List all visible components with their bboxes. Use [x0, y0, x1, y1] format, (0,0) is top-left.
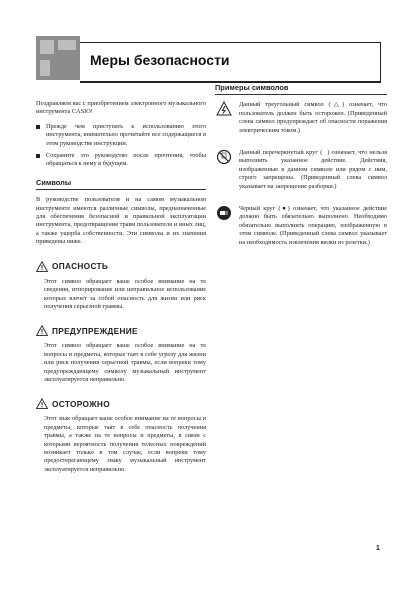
- symbol-example: [215, 101, 387, 135]
- page-title: Меры безопасности: [90, 52, 230, 68]
- symbol-example: [215, 149, 387, 191]
- symbols-text: В руководстве пользователя и на самом музыкальном инструменте имеются различные символы, предназначенные для обеспечения безопасной и правильной эксплуатации инструмента, предотвращения травм пользователя и иных лиц, а также ущерба собственности. Эти символы и их значения приведены ниже.: [36, 196, 206, 246]
- danger-text: Этот символ обращает ваше особое внимание на те сведения, игнорирование или неправильное использование которых влечет за собой опасность для жизни или риск получения серьезной травмы.: [44, 277, 206, 310]
- symbol-examples-heading: Примеры символов: [215, 84, 387, 95]
- bullet-text: Прежде чем приступать к использованию этого инструмента, внимательно прочитайте все содержащиеся в этом руководстве инструкции.: [46, 122, 206, 147]
- caution-heading: [36, 398, 206, 409]
- right-column: [215, 84, 387, 261]
- bullet-text: Сохраните это руководство после прочтения, чтобы обращаться к нему в будущем.: [46, 152, 206, 168]
- danger-heading: [36, 261, 206, 272]
- symbol-example: [215, 205, 387, 247]
- intro-bullets: [36, 123, 206, 169]
- black-circle-plug-icon: [215, 205, 233, 223]
- warning-label: ПРЕДУПРЕЖДЕНИЕ: [52, 325, 138, 336]
- danger-label: ОПАСНОСТЬ: [52, 260, 109, 271]
- caution-label: ОСТОРОЖНО: [52, 398, 110, 409]
- left-column: [36, 100, 206, 480]
- intro-text: Поздравляем вас с приобретением электронного музыкального инструмента CASIO!: [36, 100, 206, 116]
- bullet-icon: [36, 125, 40, 129]
- list-item: [36, 123, 206, 148]
- bullet-icon: [36, 154, 40, 158]
- warning-heading: [36, 325, 206, 336]
- warning-triangle-icon: [36, 398, 48, 409]
- symbol-example-text: Черный круг (●) означает, что указанное действие должно быть обязательно выполнено. Необходимо обязательно выполнить операцию, изображенную в этом символе. (Приведенный слева символ указывает на необходимость извлечения вилки из розетки.): [239, 205, 387, 246]
- header-decor-block: [36, 36, 80, 80]
- symbol-example-text: Данный треугольный символ (△) означает, что пользователь должен быть осторожен. (Приведенный слева символ предупреждает об опасности поражения электрическим током.): [239, 101, 387, 134]
- warning-text: Этот символ обращает ваше особое внимание на те вопросы и предметы, которые таят в себе угрозу для жизни или риск получения серьезной травмы, если вопреки тому предупреждающему символу музыкальный инструмент эксплуатируется неправильно.: [44, 342, 206, 383]
- prohibited-circle-icon: [215, 149, 233, 167]
- triangle-lightning-icon: [215, 101, 233, 119]
- symbol-example-text: Данный перечеркнутый круг (⃠) означает, что нельзя выполнять указанное действие. Действия, изображенные в данном символе или рядом с ним, строго запрещены. (Приведенный слева символ указывает на запрещение разборки.): [239, 149, 387, 190]
- caution-text: Этот знак обращает ваше особое внимание на те вопросы и предметы, которые таят в себе опасность получения травмы, а также на те вопросы и предметы, в связи с которыми вероятность получения телесных повреждений возникает только в том случае, если вопреки тому предостерегающему знаку музыкальный инструмент эксплуатируется неправильно.: [44, 415, 206, 473]
- warning-triangle-icon: [36, 325, 48, 336]
- page-number: 1: [376, 545, 380, 552]
- symbols-heading: Символы: [36, 179, 206, 190]
- warning-triangle-icon: [36, 261, 48, 272]
- list-item: [36, 152, 206, 169]
